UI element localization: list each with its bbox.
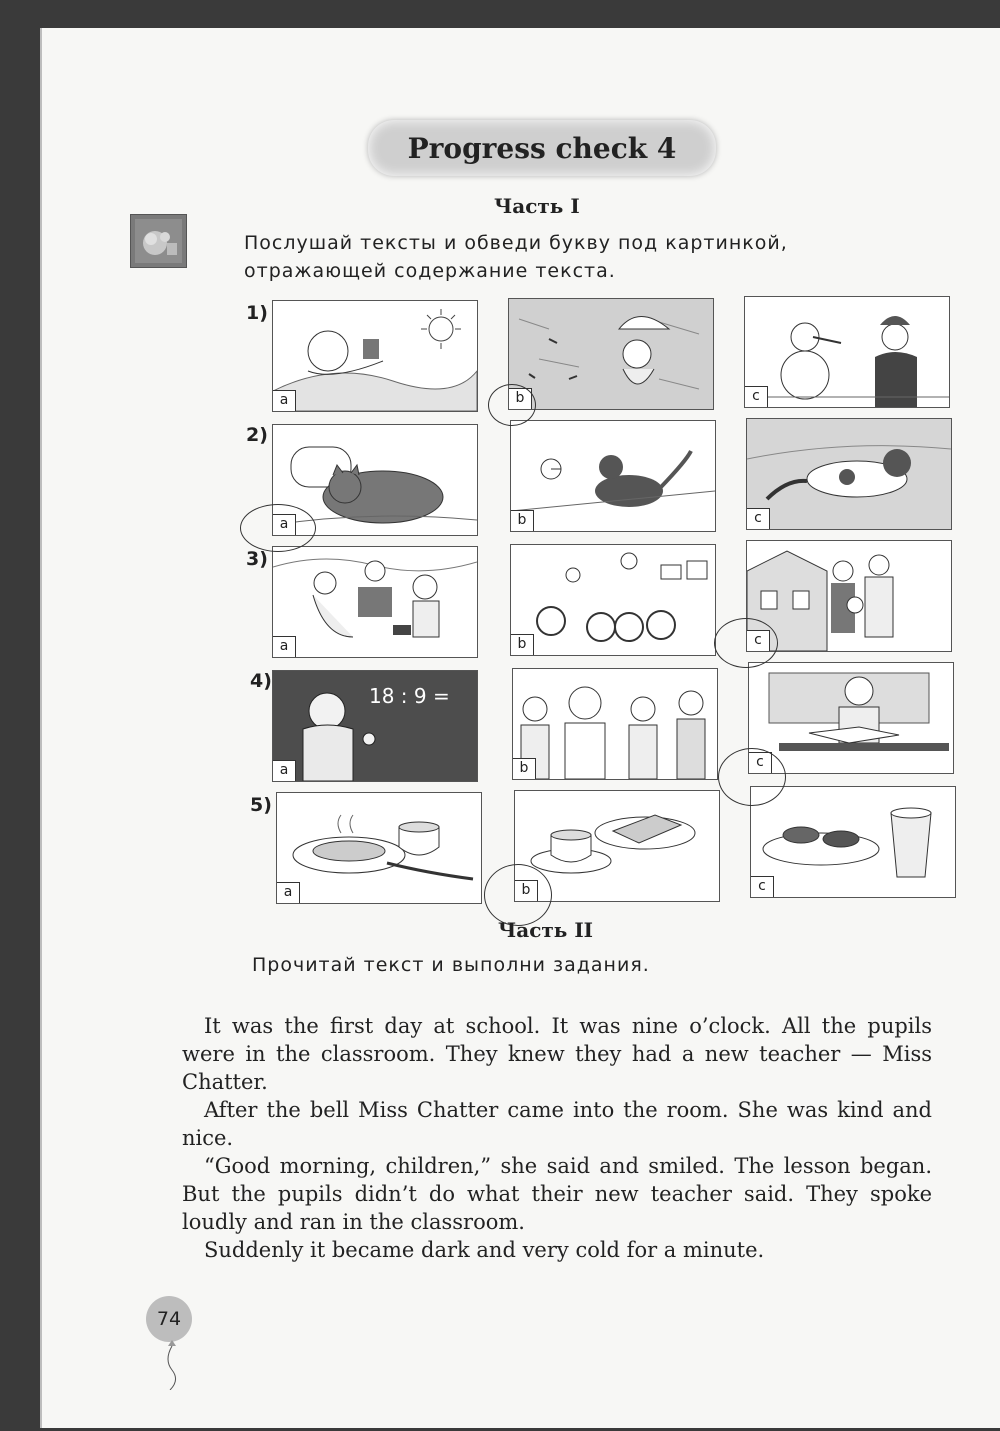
option-2b-box[interactable]: b: [510, 510, 534, 532]
option-1a-box[interactable]: a: [272, 390, 296, 412]
story-text: [182, 1012, 932, 1264]
option-3b-box[interactable]: b: [510, 634, 534, 656]
picture-1b[interactable]: [508, 298, 714, 410]
option-4a-box[interactable]: a: [272, 760, 296, 782]
picture-2c[interactable]: [746, 418, 952, 530]
audio-cd-icon: [130, 214, 187, 268]
picture-4a[interactable]: [272, 670, 478, 782]
picture-2a[interactable]: [272, 424, 478, 536]
part1-title: Часть I: [494, 194, 580, 218]
picture-5b[interactable]: [514, 790, 720, 902]
part2-instruction: Прочитай текст и выполни задания.: [252, 954, 650, 976]
question-number-4: 4): [250, 670, 272, 692]
part1-instruction-line2: отражающей содержание текста.: [244, 260, 616, 282]
option-1c-box[interactable]: c: [744, 386, 768, 408]
option-5b-box[interactable]: b: [514, 880, 538, 902]
picture-5c[interactable]: [750, 786, 956, 898]
picture-2b[interactable]: [510, 420, 716, 532]
picture-3a[interactable]: [272, 546, 478, 658]
option-2c-box[interactable]: c: [746, 508, 770, 530]
page-title: Progress check 4: [368, 120, 716, 176]
picture-5a[interactable]: [276, 792, 482, 904]
question-number-1: 1): [246, 302, 268, 324]
question-number-2: 2): [246, 424, 268, 446]
story-paragraph-3: “Good morning, children,” she said and smiled. The lesson began. But the pupils didn’t do what their new teacher said. They spoke loudly and ran in the classroom.: [182, 1154, 932, 1234]
part2-title: Часть II: [498, 918, 594, 942]
blackboard-sum: 18 : 9 =: [369, 684, 450, 708]
page-number-balloon: 74: [146, 1296, 192, 1342]
picture-1a[interactable]: [272, 300, 478, 412]
question-number-5: 5): [250, 794, 272, 816]
option-3c-box[interactable]: c: [746, 630, 770, 652]
question-number-3: 3): [246, 548, 268, 570]
picture-4b[interactable]: [512, 668, 718, 780]
option-3a-box[interactable]: a: [272, 636, 296, 658]
story-paragraph-4: Suddenly it became dark and very cold for a minute.: [204, 1238, 765, 1262]
part1-instruction-line1: Послушай тексты и обведи букву под картинкой,: [244, 232, 788, 254]
picture-3c[interactable]: [746, 540, 952, 652]
option-4c-box[interactable]: c: [748, 752, 772, 774]
balloon-string-icon: [158, 1340, 188, 1390]
story-paragraph-1: It was the first day at school. It was nine o’clock. All the pupils were in the classroom. They knew they had a new teacher — Miss Chatter.: [182, 1014, 932, 1094]
picture-4c[interactable]: [748, 662, 954, 774]
option-4b-box[interactable]: b: [512, 758, 536, 780]
option-5c-box[interactable]: c: [750, 876, 774, 898]
story-paragraph-2: After the bell Miss Chatter came into the room. She was kind and nice.: [182, 1098, 932, 1150]
option-1b-box[interactable]: b: [508, 388, 532, 410]
option-5a-box[interactable]: a: [276, 882, 300, 904]
option-2a-box[interactable]: a: [272, 514, 296, 536]
picture-3b[interactable]: [510, 544, 716, 656]
picture-1c[interactable]: [744, 296, 950, 408]
